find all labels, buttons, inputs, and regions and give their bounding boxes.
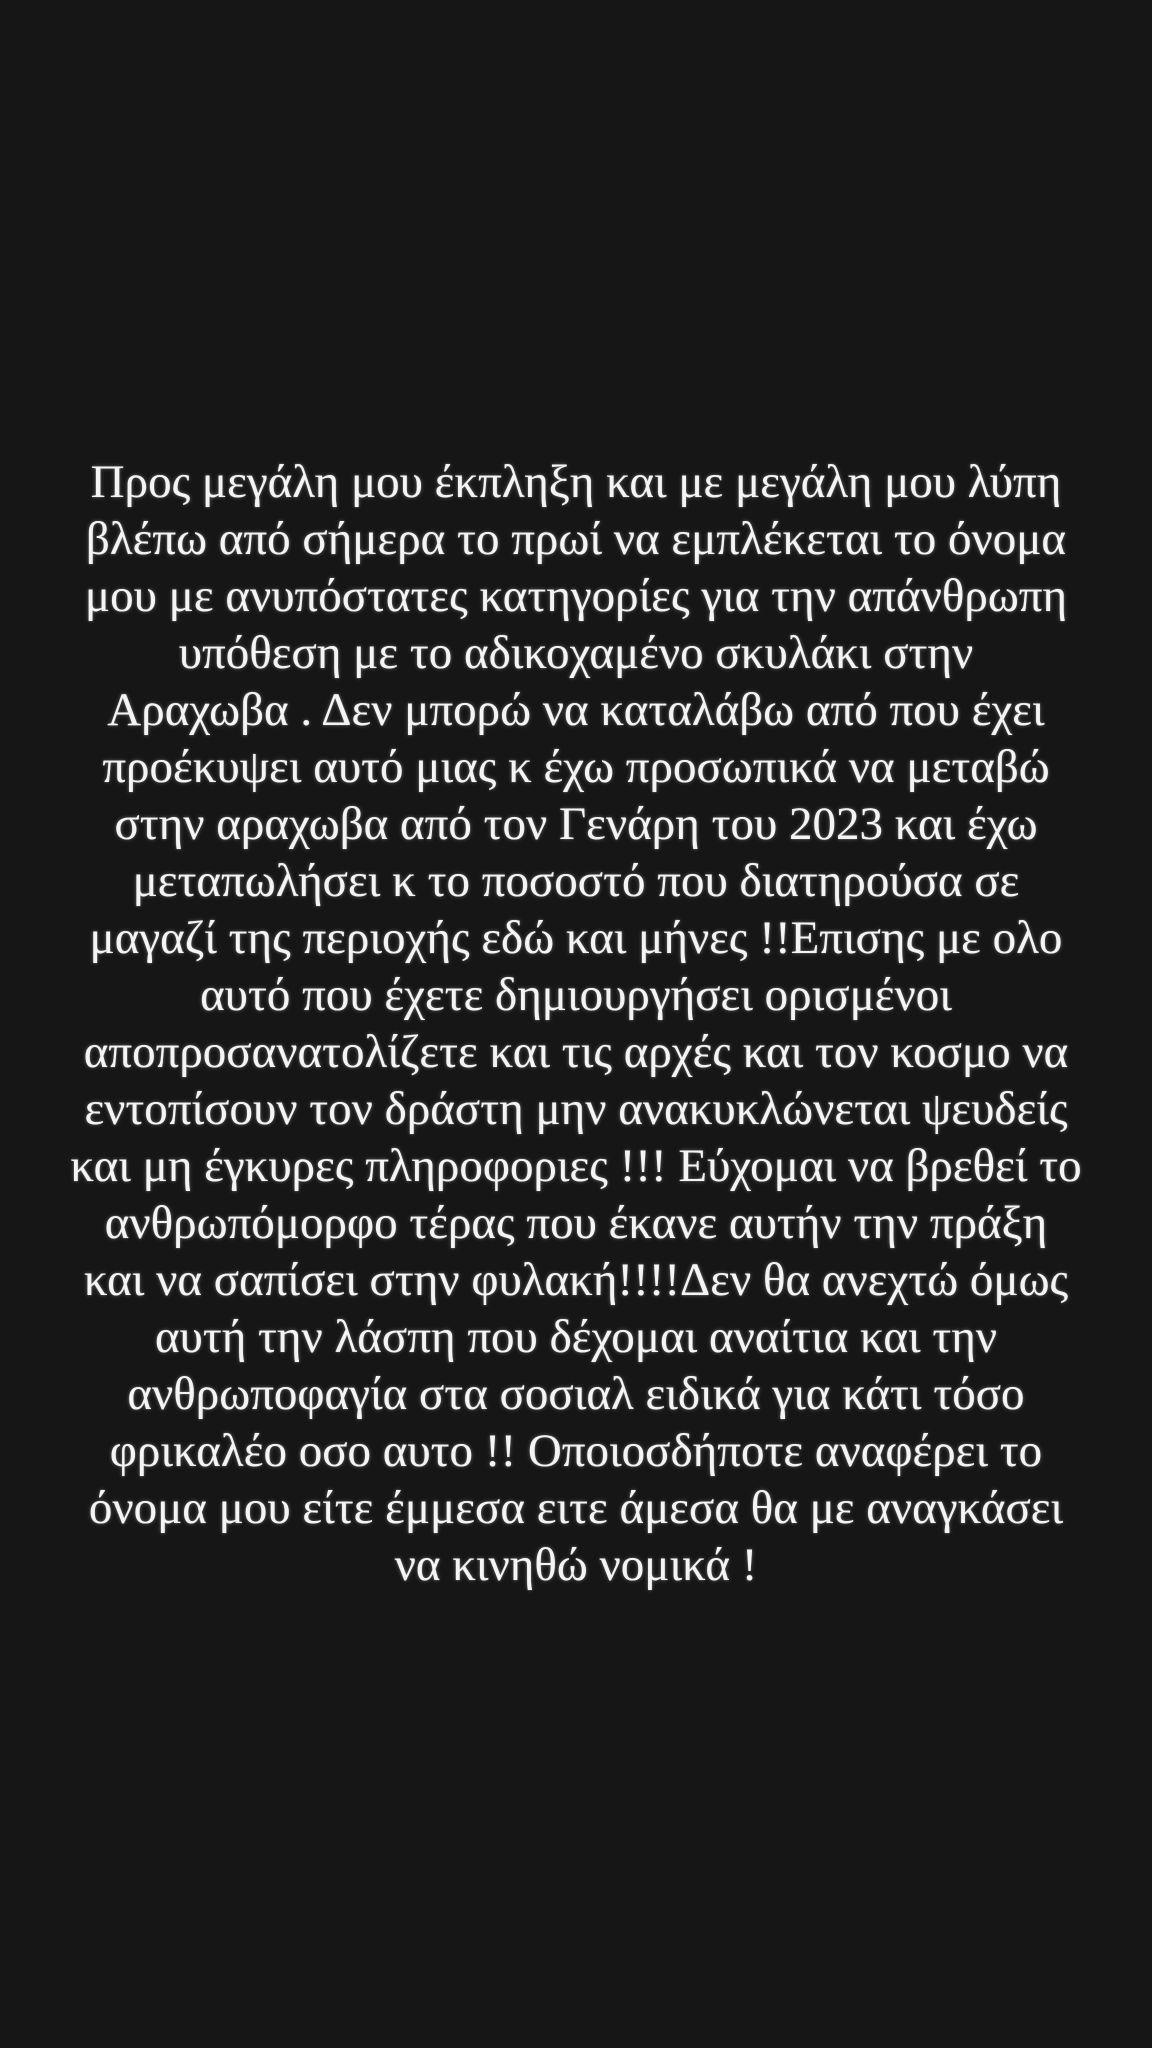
story-text-line: να κινηθώ νομικά ! (394, 1539, 758, 1591)
story-text-line: φρικαλέο οσο αυτο !! Οποιοσδήποτε αναφέρει το (109, 1425, 1043, 1477)
story-text-line: βλέπω από σήμερα το πρωί να εμπλέκεται το όνομα (85, 513, 1067, 565)
story-text-line: εντοπίσουν τον δράστη μην ανακυκλώνεται ψευδείς (84, 1083, 1068, 1135)
story-text-line: Αραχωβα . Δεν μπορώ να καταλάβω από που έχει (107, 684, 1045, 736)
story-text-line: προέκυψει αυτό μιας κ έχω προσωπικά να μεταβώ (102, 741, 1050, 793)
story-text-line: και μη έγκυρες πληροφοριες !!! Εύχομαι να βρεθεί το (70, 1140, 1082, 1192)
story-text-line: και να σαπίσει στην φυλακή!!!!Δεν θα ανεχτώ όμως (83, 1254, 1069, 1306)
story-text-line: αυτό που έχετε δημιουργήσει ορισμένοι (200, 969, 952, 1021)
story-text-line: αυτή την λάσπη που δέχομαι αναίτια και την (154, 1311, 998, 1363)
story-text-line: μεταπωλήσει κ το ποσοστό που διατηρούσα σε (132, 855, 1020, 907)
story-text (0, 454, 1152, 1594)
story-text-line: στην αραχωβα από τον Γενάρη του 2023 και έχω (114, 798, 1038, 850)
story-text-line: υπόθεση με το αδικοχαμένο σκυλάκι στην (178, 627, 974, 679)
story-text-line: Προς μεγάλη μου έκπληξη και με μεγάλη μου λύπη (90, 456, 1062, 508)
story-text-line: μαγαζί της περιοχής εδώ και μήνες !!Επισης με ολο (89, 912, 1063, 964)
story-text-line: ανθρωποφαγία στα σοσιαλ ειδικά για κάτι τόσο (127, 1368, 1025, 1420)
story-text-line: μου με ανυπόστατες κατηγορίες για την απάνθρωπη (84, 570, 1068, 622)
story-text-line: ανθρωπόμορφο τέρας που έκανε αυτήν την πράξη (104, 1197, 1048, 1249)
story-text-line: αποπροσανατολίζετε και τις αρχές και τον κοσμο να (83, 1026, 1069, 1078)
story-text-line: όνομα μου είτε έμμεσα ειτε άμεσα θα με αναγκάσει (88, 1482, 1064, 1534)
